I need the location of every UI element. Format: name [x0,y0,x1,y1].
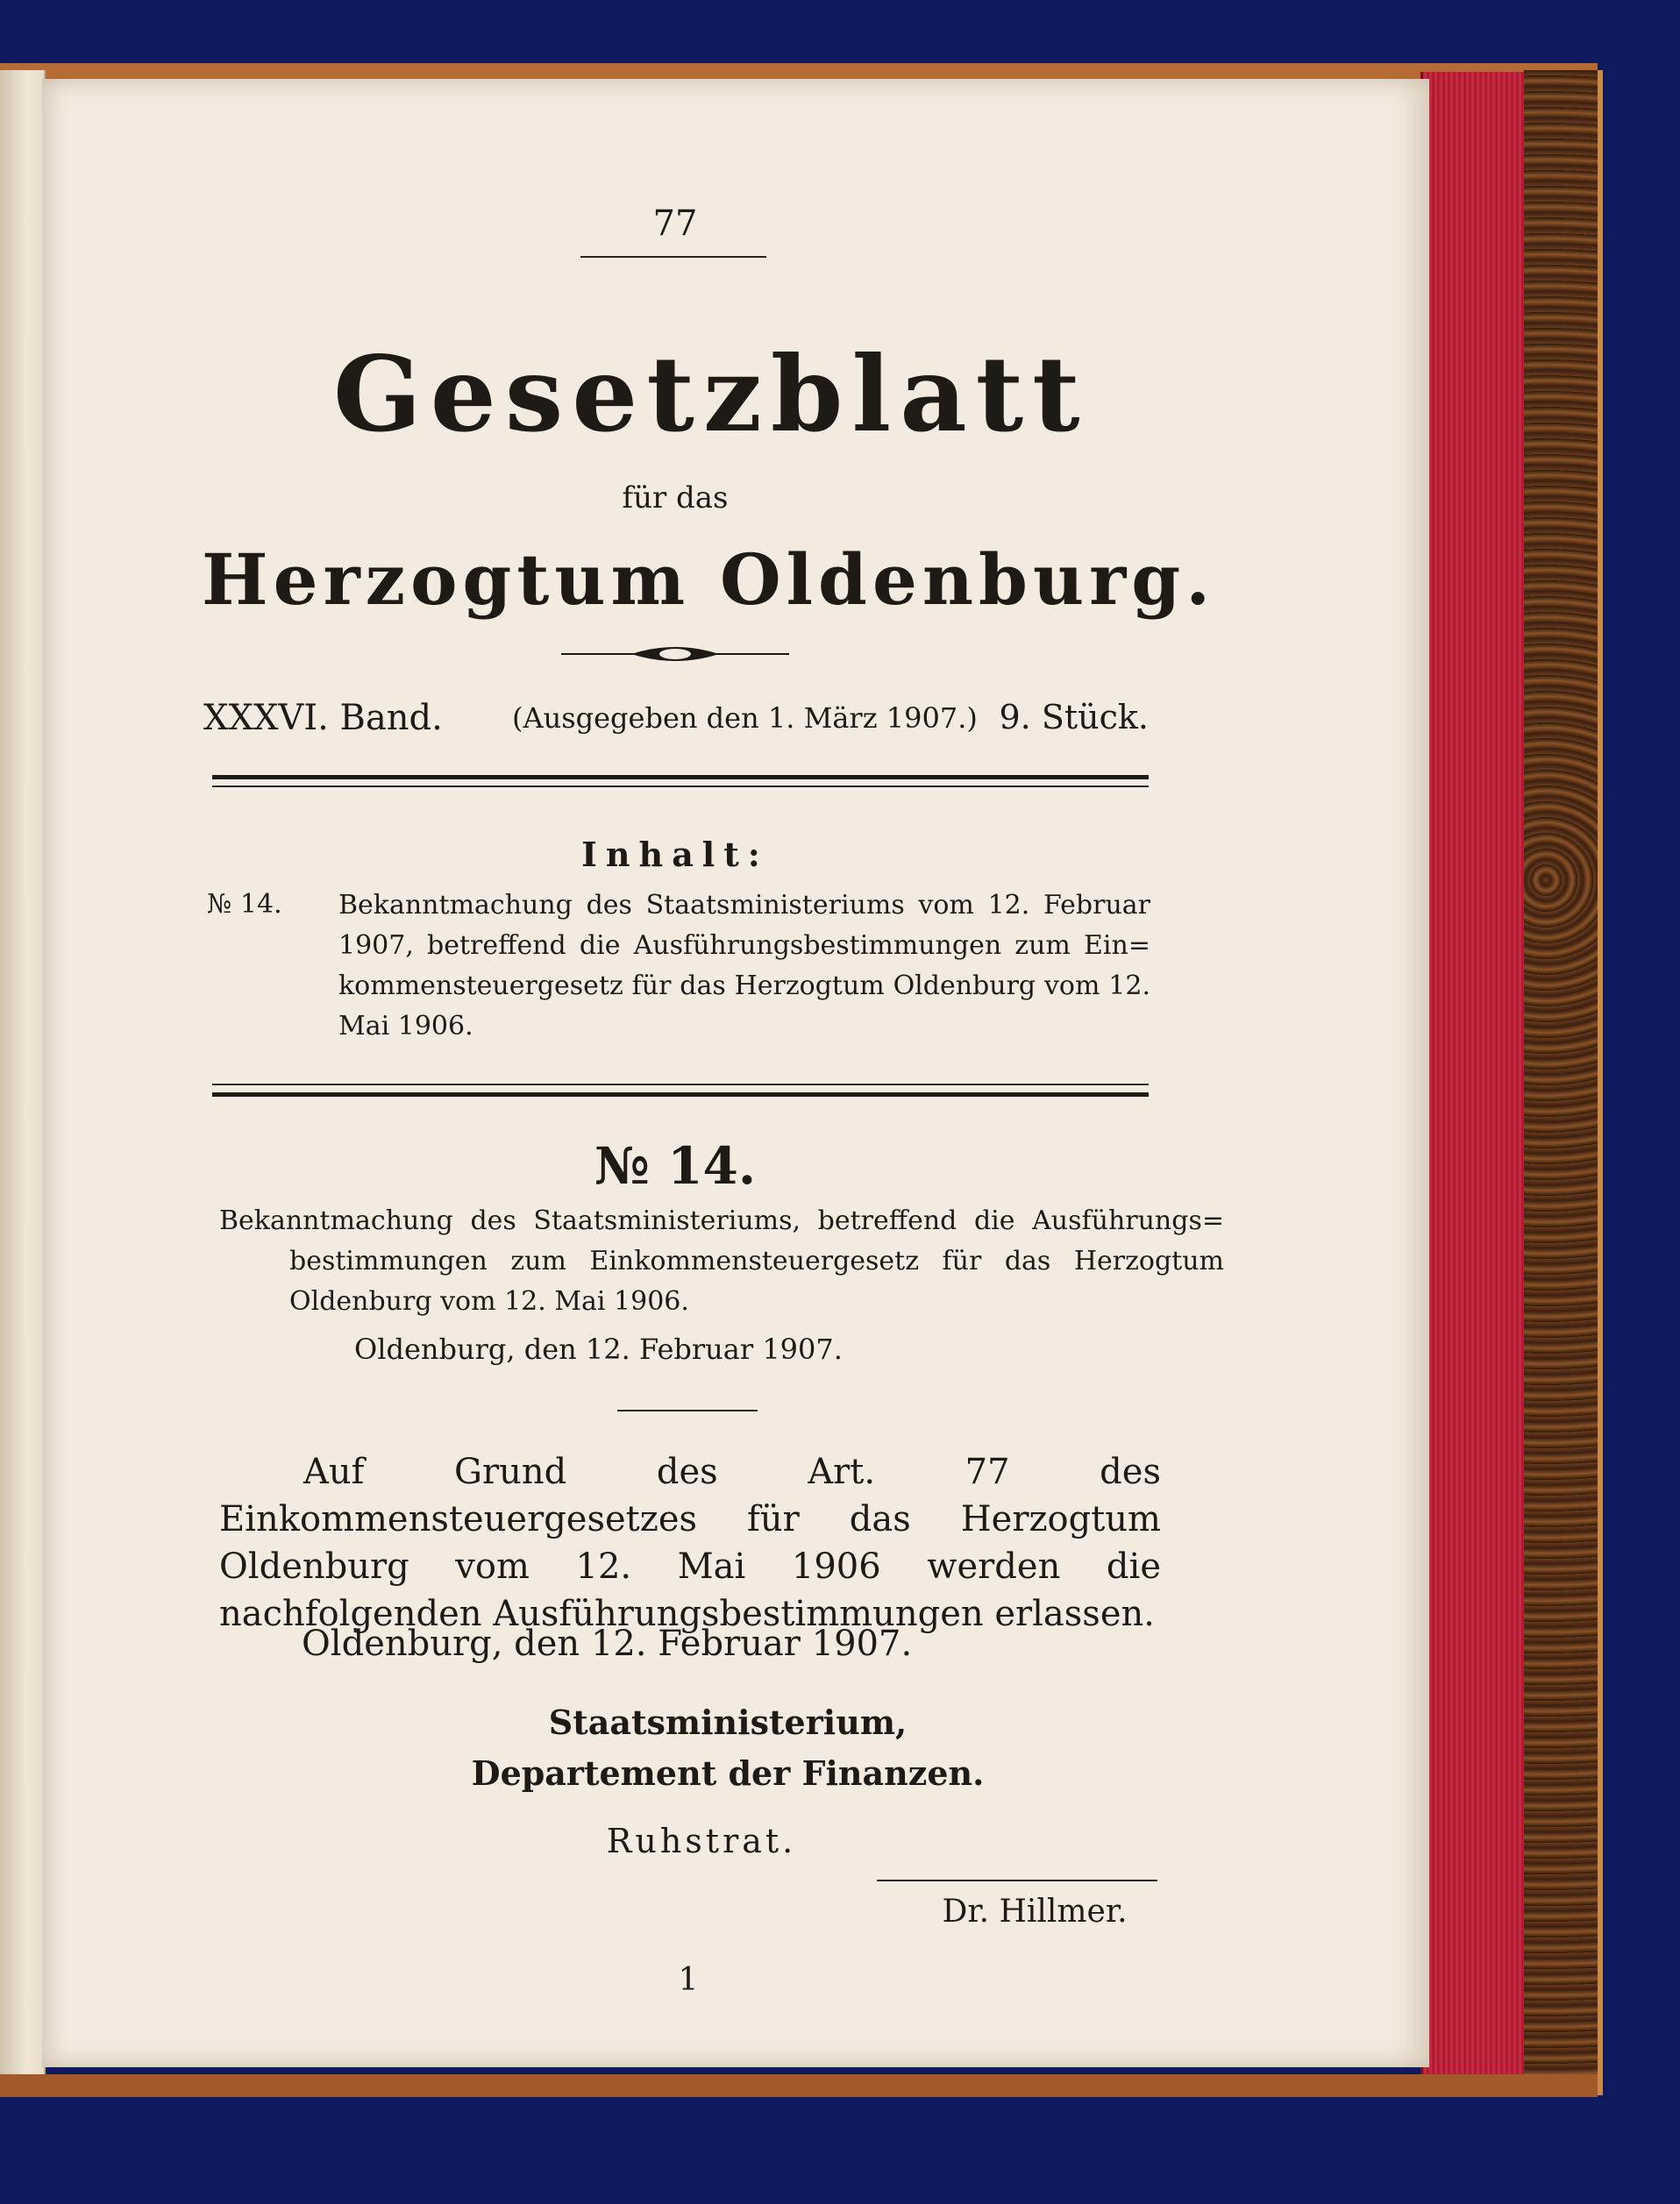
page-number-rule [580,256,766,258]
decree-text: Auf Grund des Art. 77 des Einkommensteuergesetzes für das Herzogtum Oldenburg vom 12. Mai 1906 werden die nachfolgenden Ausführungsbestimmungen erlassen. [219,1452,1161,1634]
title-connector: für das [622,480,729,515]
signature-rule [877,1880,1157,1881]
sheet-number: 1 [678,1962,699,1998]
contents-heading: Inhalt: [581,835,769,874]
header-thin-rule [212,786,1149,787]
publication-title: Gesetzblatt [333,333,1089,455]
header-thick-rule [212,775,1149,779]
short-divider [617,1410,758,1411]
left-page-edge [0,70,46,2078]
issue-date: (Ausgegeben den 1. März 1907.) [512,701,978,735]
contents-entry-number: № 14. [207,889,282,920]
announcement-date: Oldenburg, den 12. Februar 1907. [354,1333,843,1366]
section-number-heading: № 14. [594,1136,757,1196]
ornament-divider-icon [561,638,789,670]
contents-entry-text: Bekanntmachung des Staatsministeriums vom 12. Februar 1907, betreffend die Ausführungsbestimmungen zum Ein= kommensteuergesetz für das Herzogtum Oldenburg vom 12. Mai 1906. [338,890,1150,1042]
contents-thick-rule [212,1092,1149,1097]
book-cover-top [0,63,1598,79]
announcement-title: Bekanntmachung des Staatsministeriums, betreffend die Ausführungs= bestimmungen zum Einkommensteuergesetz für das Herzogtum Oldenburg vom 12. Mai 1906. [219,1205,1224,1317]
minister-signature: Ruhstrat. [606,1822,797,1860]
page-number: 77 [652,203,698,244]
official-signature: Dr. Hillmer. [942,1894,1128,1930]
book-cover-bottom [0,2074,1598,2097]
signing-department: Departement der Finanzen. [471,1753,985,1793]
red-page-edges [1420,72,1528,2078]
marbled-spine [1524,70,1603,2095]
volume-label: XXXVI. Band. [203,698,443,738]
contents-thin-rule [212,1084,1149,1085]
duchy-name: Herzogtum Oldenburg. [202,538,1216,621]
signing-ministry: Staatsministerium, [548,1703,908,1742]
piece-number: 9. Stück. [999,698,1149,736]
decree-date: Oldenburg, den 12. Februar 1907. [302,1624,913,1664]
